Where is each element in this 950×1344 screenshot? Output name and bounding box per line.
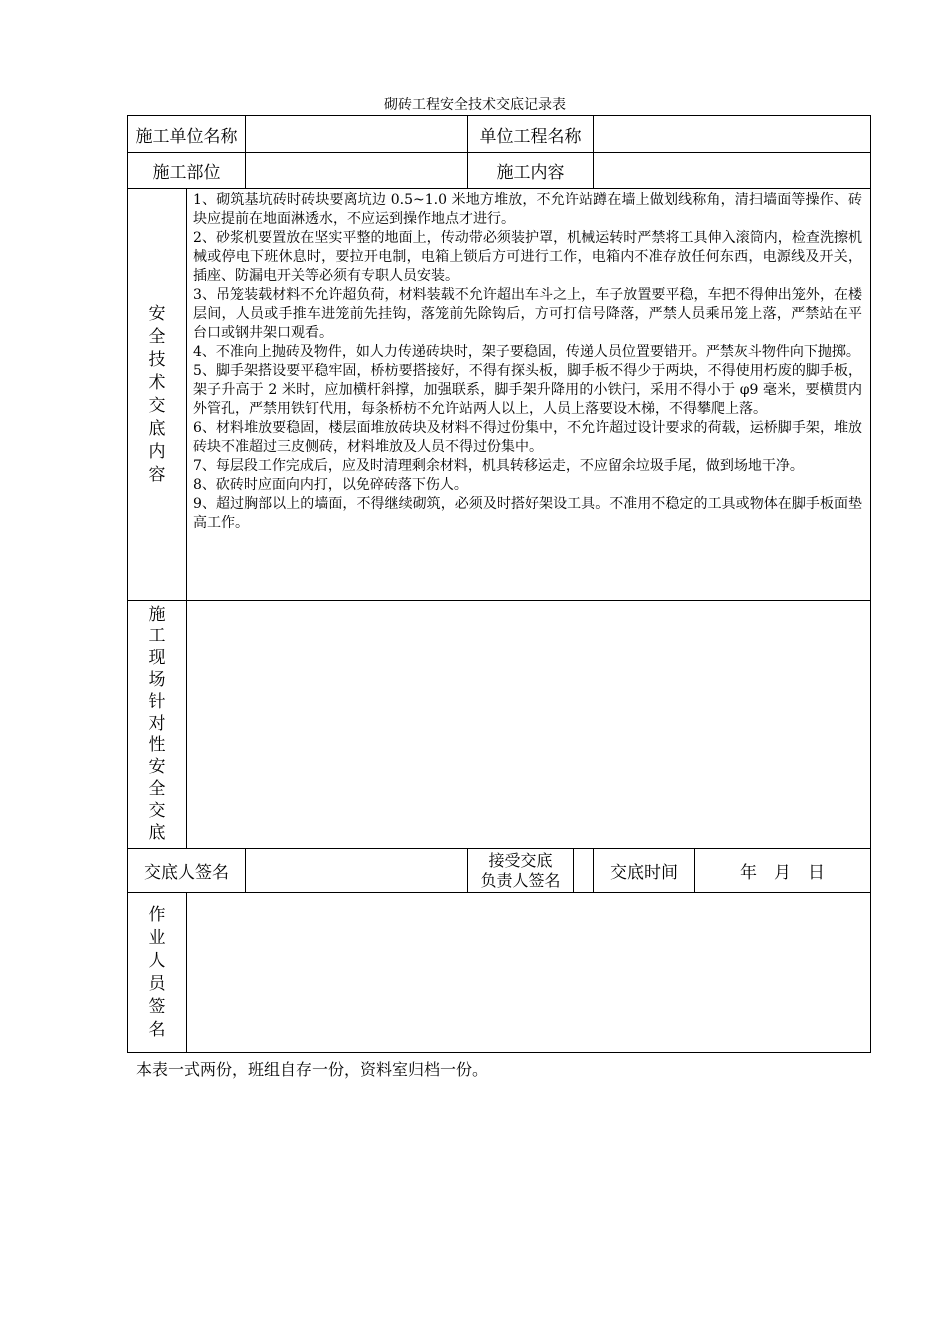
safety-content-text	[187, 189, 871, 601]
label-char: 内	[148, 441, 166, 462]
signature-row	[128, 849, 871, 893]
workers-signature-field[interactable]	[187, 893, 871, 1053]
label-char: 交	[148, 800, 166, 821]
site-specific-label	[128, 601, 187, 849]
label-char: 术	[148, 372, 166, 393]
disclosure-date-field[interactable]: 年 月 日	[695, 849, 871, 893]
label-char: 员	[148, 973, 166, 994]
label-char: 技	[148, 349, 166, 370]
safety-content-label	[128, 189, 187, 601]
workers-signature-row	[128, 893, 871, 1053]
label-char: 对	[148, 713, 166, 734]
label-char: 底	[148, 418, 166, 439]
construction-part-field[interactable]	[246, 153, 468, 189]
safety-item: 6、材料堆放要稳固，楼层面堆放砖块及材料不得过份集中，不允许超过设计要求的荷载，运桥脚手架，堆放砖块不准超过三皮侧砖，材料堆放及人员不得过份集中。	[193, 420, 863, 455]
safety-item: 7、每层段工作完成后，应及时清理剩余材料，机具转移运走，不应留余垃圾手尾，做到场地干净。	[193, 458, 804, 474]
label-char: 场	[148, 670, 166, 690]
footer-note: 本表一式两份，班组自存一份，资料室归档一份。	[136, 1060, 489, 1079]
safety-item: 8、砍砖时应面向内打，以免碎砖落下伤人。	[193, 477, 468, 493]
site-specific-field[interactable]	[187, 601, 871, 849]
label-char: 底	[148, 822, 166, 843]
label-char: 业	[148, 927, 166, 948]
label-char: 针	[148, 691, 166, 712]
safety-item: 9、超过胸部以上的墙面，不得继续砌筑，必须及时搭好架设工具。不准用不稳定的工具或物体在脚手板面垫高工作。	[193, 496, 863, 531]
label-char: 全	[148, 778, 166, 799]
construction-part-label: 施工部位	[128, 153, 246, 189]
label-char: 容	[148, 464, 166, 485]
safety-item: 2、砂浆机要置放在坚实平整的地面上，传动带必须装护罩，机械运转时严禁将工具伸入滚筒内，检查洗擦机械或停电下班休息时，要拉开电制，电箱上锁后方可进行工作，电箱内不准存放任何东西，电源线及开关，插座、防漏电开关等必须有专职人员安装。	[193, 230, 863, 284]
receiver-label-line2: 负责人签名	[480, 870, 561, 890]
label-char: 施	[148, 604, 166, 625]
label-char: 安	[148, 303, 166, 324]
label-char: 人	[148, 950, 166, 971]
header-row-1	[128, 116, 871, 153]
safety-item: 3、吊笼装载材料不允许超负荷，材料装载不允许超出车斗之上，车子放置要平稳，车把不得伸出笼外，在楼层间，人员或手推车进笼前先挂钩，落笼前先除钩后，方可打信号降落，严禁人员乘吊笼上落，严禁站在平台口或钢井架口观看。	[193, 287, 863, 341]
safety-disclosure-form	[127, 115, 871, 1053]
header-row-2	[128, 153, 871, 189]
construction-content-field[interactable]	[594, 153, 871, 189]
receiver-signature-field[interactable]	[574, 849, 594, 893]
safety-item: 5、脚手架搭设要平稳牢固，桥枋要搭接好，不得有探头板，脚手板不得少于两块，不得使用朽废的脚手板，架子升高于 2 米时，应加横杆斜撑，加强联系，脚手架升降用的小铁闩，采用不得小于 φ9 毫米，要横贯内外管孔，严禁用铁钉代用，每条桥枋不允许站两人以上，人员上落要设木梯，不得攀爬上落。	[193, 363, 863, 417]
receiver-label-line1: 接受交底	[488, 850, 553, 870]
site-specific-row	[128, 601, 871, 849]
construction-content-label: 施工内容	[468, 153, 594, 189]
disclosure-time-label: 交底时间	[594, 849, 695, 893]
project-name-label: 单位工程名称	[468, 116, 594, 153]
workers-signature-label	[128, 893, 187, 1053]
label-char: 安	[148, 757, 166, 778]
discloser-signature-label: 交底人签名	[128, 849, 246, 893]
discloser-signature-field[interactable]	[246, 849, 468, 893]
label-char: 交	[148, 395, 166, 416]
receiver-signature-label	[468, 849, 574, 893]
safety-content-row	[128, 189, 871, 601]
safety-item: 4、不准向上抛砖及物件，如人力传递砖块时，架子要稳固，传递人员位置要错开。严禁灰斗物件向下抛掷。	[193, 344, 860, 360]
page-title: 砌砖工程安全技术交底记录表	[384, 97, 566, 113]
construction-unit-field[interactable]	[246, 116, 468, 153]
label-char: 名	[148, 1019, 166, 1040]
label-char: 签	[148, 996, 166, 1017]
project-name-field[interactable]	[594, 116, 871, 153]
construction-unit-label: 施工单位名称	[128, 116, 246, 153]
label-char: 性	[148, 735, 166, 756]
label-char: 现	[148, 648, 166, 669]
safety-item: 1、砌筑基坑砖时砖块要离坑边 0.5~1.0 米地方堆放，不允许站蹲在墙上做划线称角，清扫墙面等操作、砖块应提前在地面淋透水，不应运到操作地点才进行。	[193, 192, 863, 227]
label-char: 作	[148, 904, 166, 925]
label-char: 工	[148, 626, 166, 647]
label-char: 全	[148, 326, 166, 347]
